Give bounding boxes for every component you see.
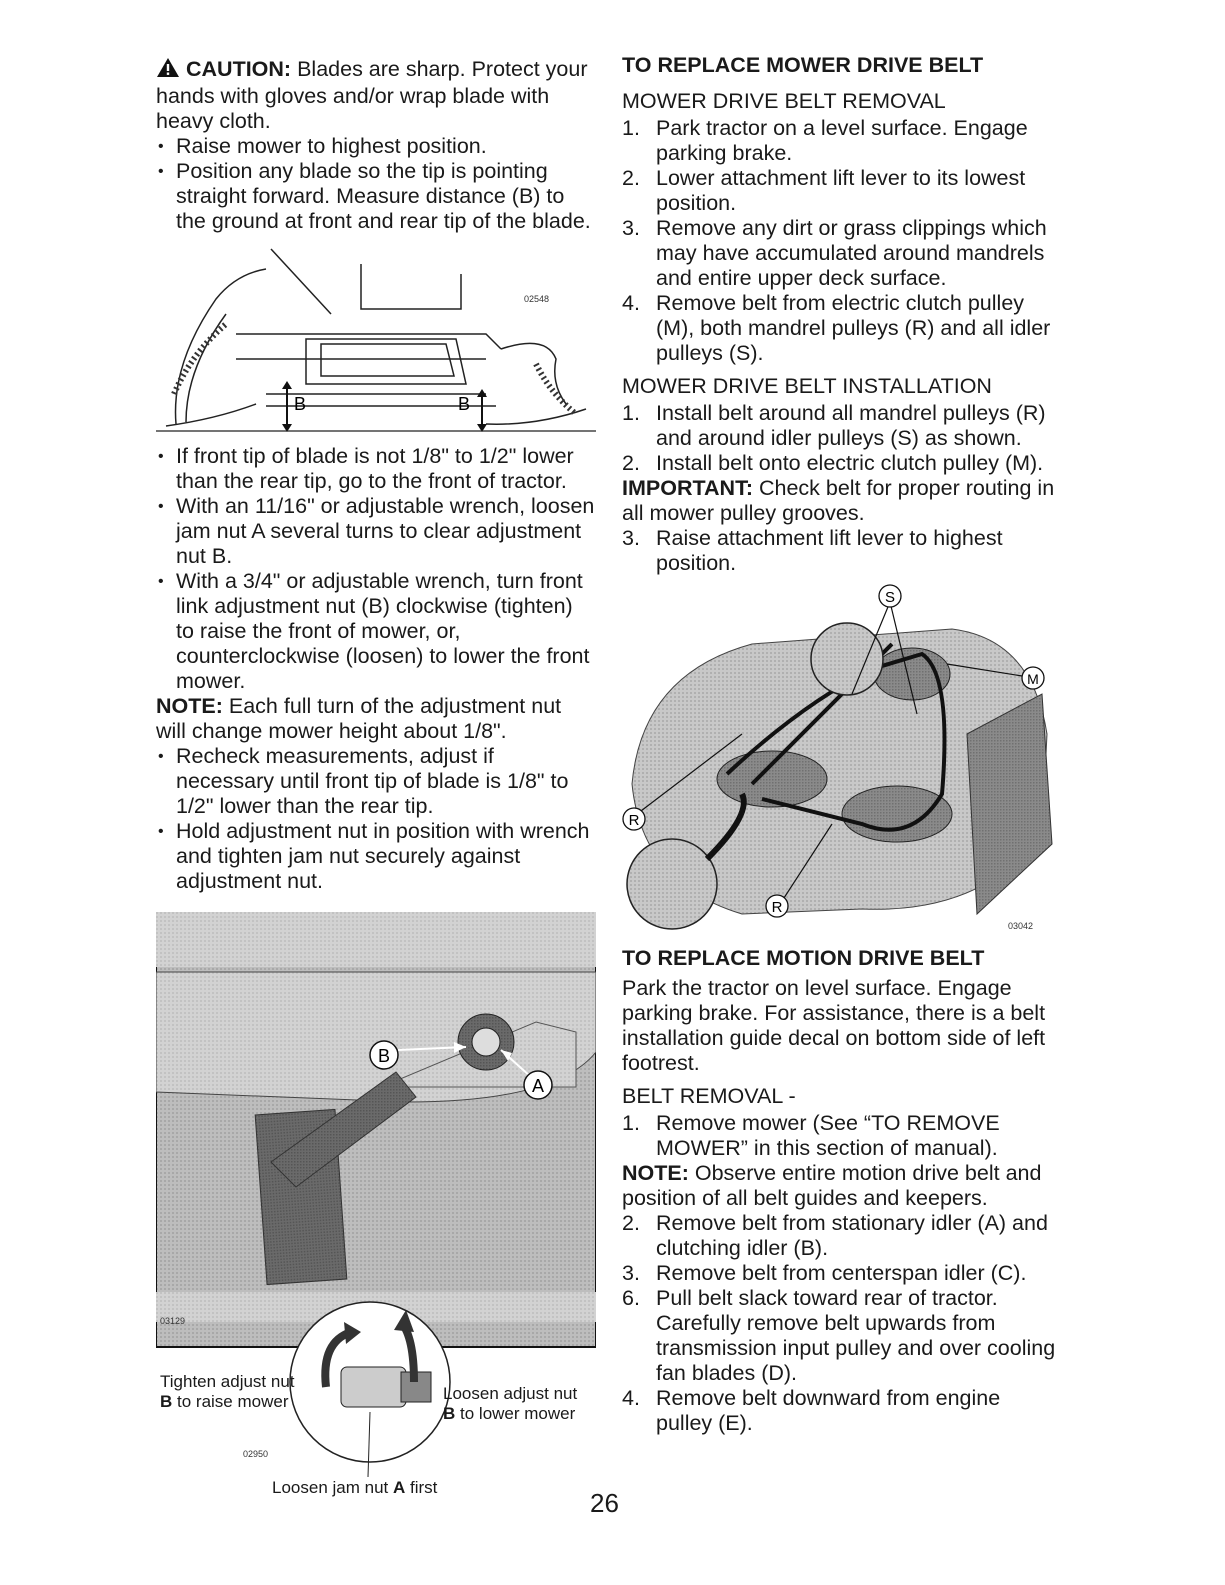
subheading: BELT REMOVAL - bbox=[622, 1084, 796, 1108]
install-steps bbox=[622, 401, 1062, 476]
warning-triangle-icon bbox=[156, 57, 180, 84]
list-item: 3. Remove belt from centerspan idler (C). bbox=[622, 1261, 1027, 1285]
bullets-bottom bbox=[156, 744, 596, 894]
mower-side-diagram bbox=[156, 244, 596, 434]
label-r: R bbox=[771, 899, 783, 916]
list-item: • Hold adjustment nut in position with wrench and tighten jam nut securely against adjustment nut. bbox=[156, 819, 596, 894]
tighten-caption-line1: Tighten adjust nut bbox=[160, 1372, 295, 1391]
caution-label: CAUTION: bbox=[185, 57, 292, 81]
belt-removal-step1 bbox=[622, 1111, 1062, 1161]
figure-code: 02548 bbox=[524, 294, 550, 304]
section-heading: TO REPLACE MOTION DRIVE BELT bbox=[622, 946, 985, 970]
figure-code: 03042 bbox=[1008, 921, 1034, 931]
page-number: 26 bbox=[590, 1488, 619, 1518]
bullets-middle bbox=[156, 444, 596, 694]
list-item: 2. Lower attachment lift lever to its lowest position. bbox=[622, 166, 1026, 215]
caution-text: Blades are sharp. Protect your hands with gloves and/or wrap blade with heavy cloth. bbox=[156, 57, 588, 133]
motion-intro: Park the tractor on level surface. Engage parking brake. For assistance, there is a belt installation guide decal on bottom side of left footrest. bbox=[622, 976, 1046, 1075]
bullets-top bbox=[156, 134, 596, 234]
caution-paragraph bbox=[156, 57, 596, 134]
label-m: M bbox=[1027, 671, 1039, 687]
callout-a: A bbox=[531, 1076, 545, 1096]
list-item: • If front tip of blade is not 1/8" to 1/2" lower than the rear tip, go to the front of tractor. bbox=[156, 444, 596, 494]
loosen-caption-rest: to lower mower bbox=[460, 1404, 576, 1423]
right-column bbox=[622, 52, 1062, 1436]
loosen-caption bbox=[443, 1384, 577, 1424]
list-item: 4. Remove belt from electric clutch pulley (M), both mandrel pulleys (R) and all idler pulleys (S). bbox=[622, 291, 1051, 365]
list-item: • Raise mower to highest position. bbox=[156, 134, 596, 159]
subheading: MOWER DRIVE BELT INSTALLATION bbox=[622, 374, 992, 398]
list-item: 6. Pull belt slack toward rear of tractor. Carefully remove belt upwards from transmission input pulley and over cooling fan blades (D). bbox=[622, 1286, 1056, 1385]
label-s: S bbox=[884, 589, 896, 606]
tighten-caption-b: B bbox=[160, 1392, 173, 1411]
note-paragraph bbox=[156, 694, 596, 744]
mower-deck-diagram bbox=[622, 584, 1062, 939]
removal-steps bbox=[622, 116, 1062, 366]
adjustment-nut-figure bbox=[156, 912, 596, 1502]
note-paragraph bbox=[622, 1161, 1062, 1211]
tighten-caption bbox=[160, 1372, 295, 1412]
install-steps-cont bbox=[622, 526, 1062, 576]
list-item: • Position any blade so the tip is pointing straight forward. Measure distance (B) to the ground at front and rear tip of the blade. bbox=[156, 159, 596, 234]
label-b: B bbox=[458, 394, 471, 414]
mower-deck-figure bbox=[622, 584, 1062, 939]
note-label: NOTE: bbox=[156, 694, 223, 718]
note-text: Observe entire motion drive belt and position of all belt guides and keepers. bbox=[622, 1161, 1042, 1210]
jam-nut-caption bbox=[272, 1478, 437, 1498]
belt-removal-steps bbox=[622, 1211, 1062, 1436]
left-column bbox=[156, 52, 596, 894]
subheading: MOWER DRIVE BELT REMOVAL bbox=[622, 89, 946, 113]
figure-code: 03129 bbox=[160, 1316, 186, 1326]
list-item: 1. Remove mower (See “TO REMOVE MOWER” in this section of manual). bbox=[622, 1111, 1000, 1160]
list-item: 2. Install belt onto electric clutch pulley (M). bbox=[622, 451, 1044, 475]
list-item: 1. Install belt around all mandrel pulleys (R) and around idler pulleys (S) as shown. bbox=[622, 401, 1046, 450]
tighten-caption-rest: to raise mower bbox=[177, 1392, 289, 1411]
figure-code: 02950 bbox=[243, 1449, 269, 1459]
label-r: R bbox=[628, 812, 640, 829]
note-text: Each full turn of the adjustment nut will change mower height about 1/8". bbox=[156, 694, 562, 743]
jam-caption-rest: first bbox=[410, 1478, 438, 1497]
label-b: B bbox=[294, 394, 307, 414]
list-item: • With a 3/4" or adjustable wrench, turn front link adjustment nut (B) clockwise (tighten) to raise the front of mower, or, counterclockwise (loosen) to lower the front mower. bbox=[156, 569, 596, 694]
note-label: NOTE: bbox=[622, 1161, 689, 1185]
list-item: • With an 11/16" or adjustable wrench, loosen jam nut A several turns to clear adjustment nut B. bbox=[156, 494, 596, 569]
important-label: IMPORTANT: bbox=[622, 476, 753, 500]
jam-caption-text: Loosen jam nut bbox=[272, 1478, 389, 1497]
list-item: 2. Remove belt from stationary idler (A) and clutching idler (B). bbox=[622, 1211, 1048, 1260]
list-item: 1. Park tractor on a level surface. Engage parking brake. bbox=[622, 116, 1028, 165]
loosen-caption-line1: Loosen adjust nut bbox=[443, 1384, 578, 1403]
section-heading: TO REPLACE MOWER DRIVE BELT bbox=[622, 53, 984, 77]
mower-side-figure bbox=[156, 244, 596, 434]
list-item: 3. Raise attachment lift lever to highest position. bbox=[622, 526, 1003, 575]
loosen-caption-b: B bbox=[443, 1404, 456, 1423]
list-item: • Recheck measurements, adjust if necessary until front tip of blade is 1/8" to 1/2" lower than the rear tip. bbox=[156, 744, 596, 819]
jam-caption-a: A bbox=[392, 1478, 406, 1497]
list-item: 3. Remove any dirt or grass clippings which may have accumulated around mandrels and entire upper deck surface. bbox=[622, 216, 1047, 290]
list-item: 4. Remove belt downward from engine pulley (E). bbox=[622, 1386, 1001, 1435]
callout-b: B bbox=[377, 1046, 391, 1066]
important-text: Check belt for proper routing in all mower pulley grooves. bbox=[622, 476, 1055, 525]
important-paragraph bbox=[622, 476, 1062, 526]
